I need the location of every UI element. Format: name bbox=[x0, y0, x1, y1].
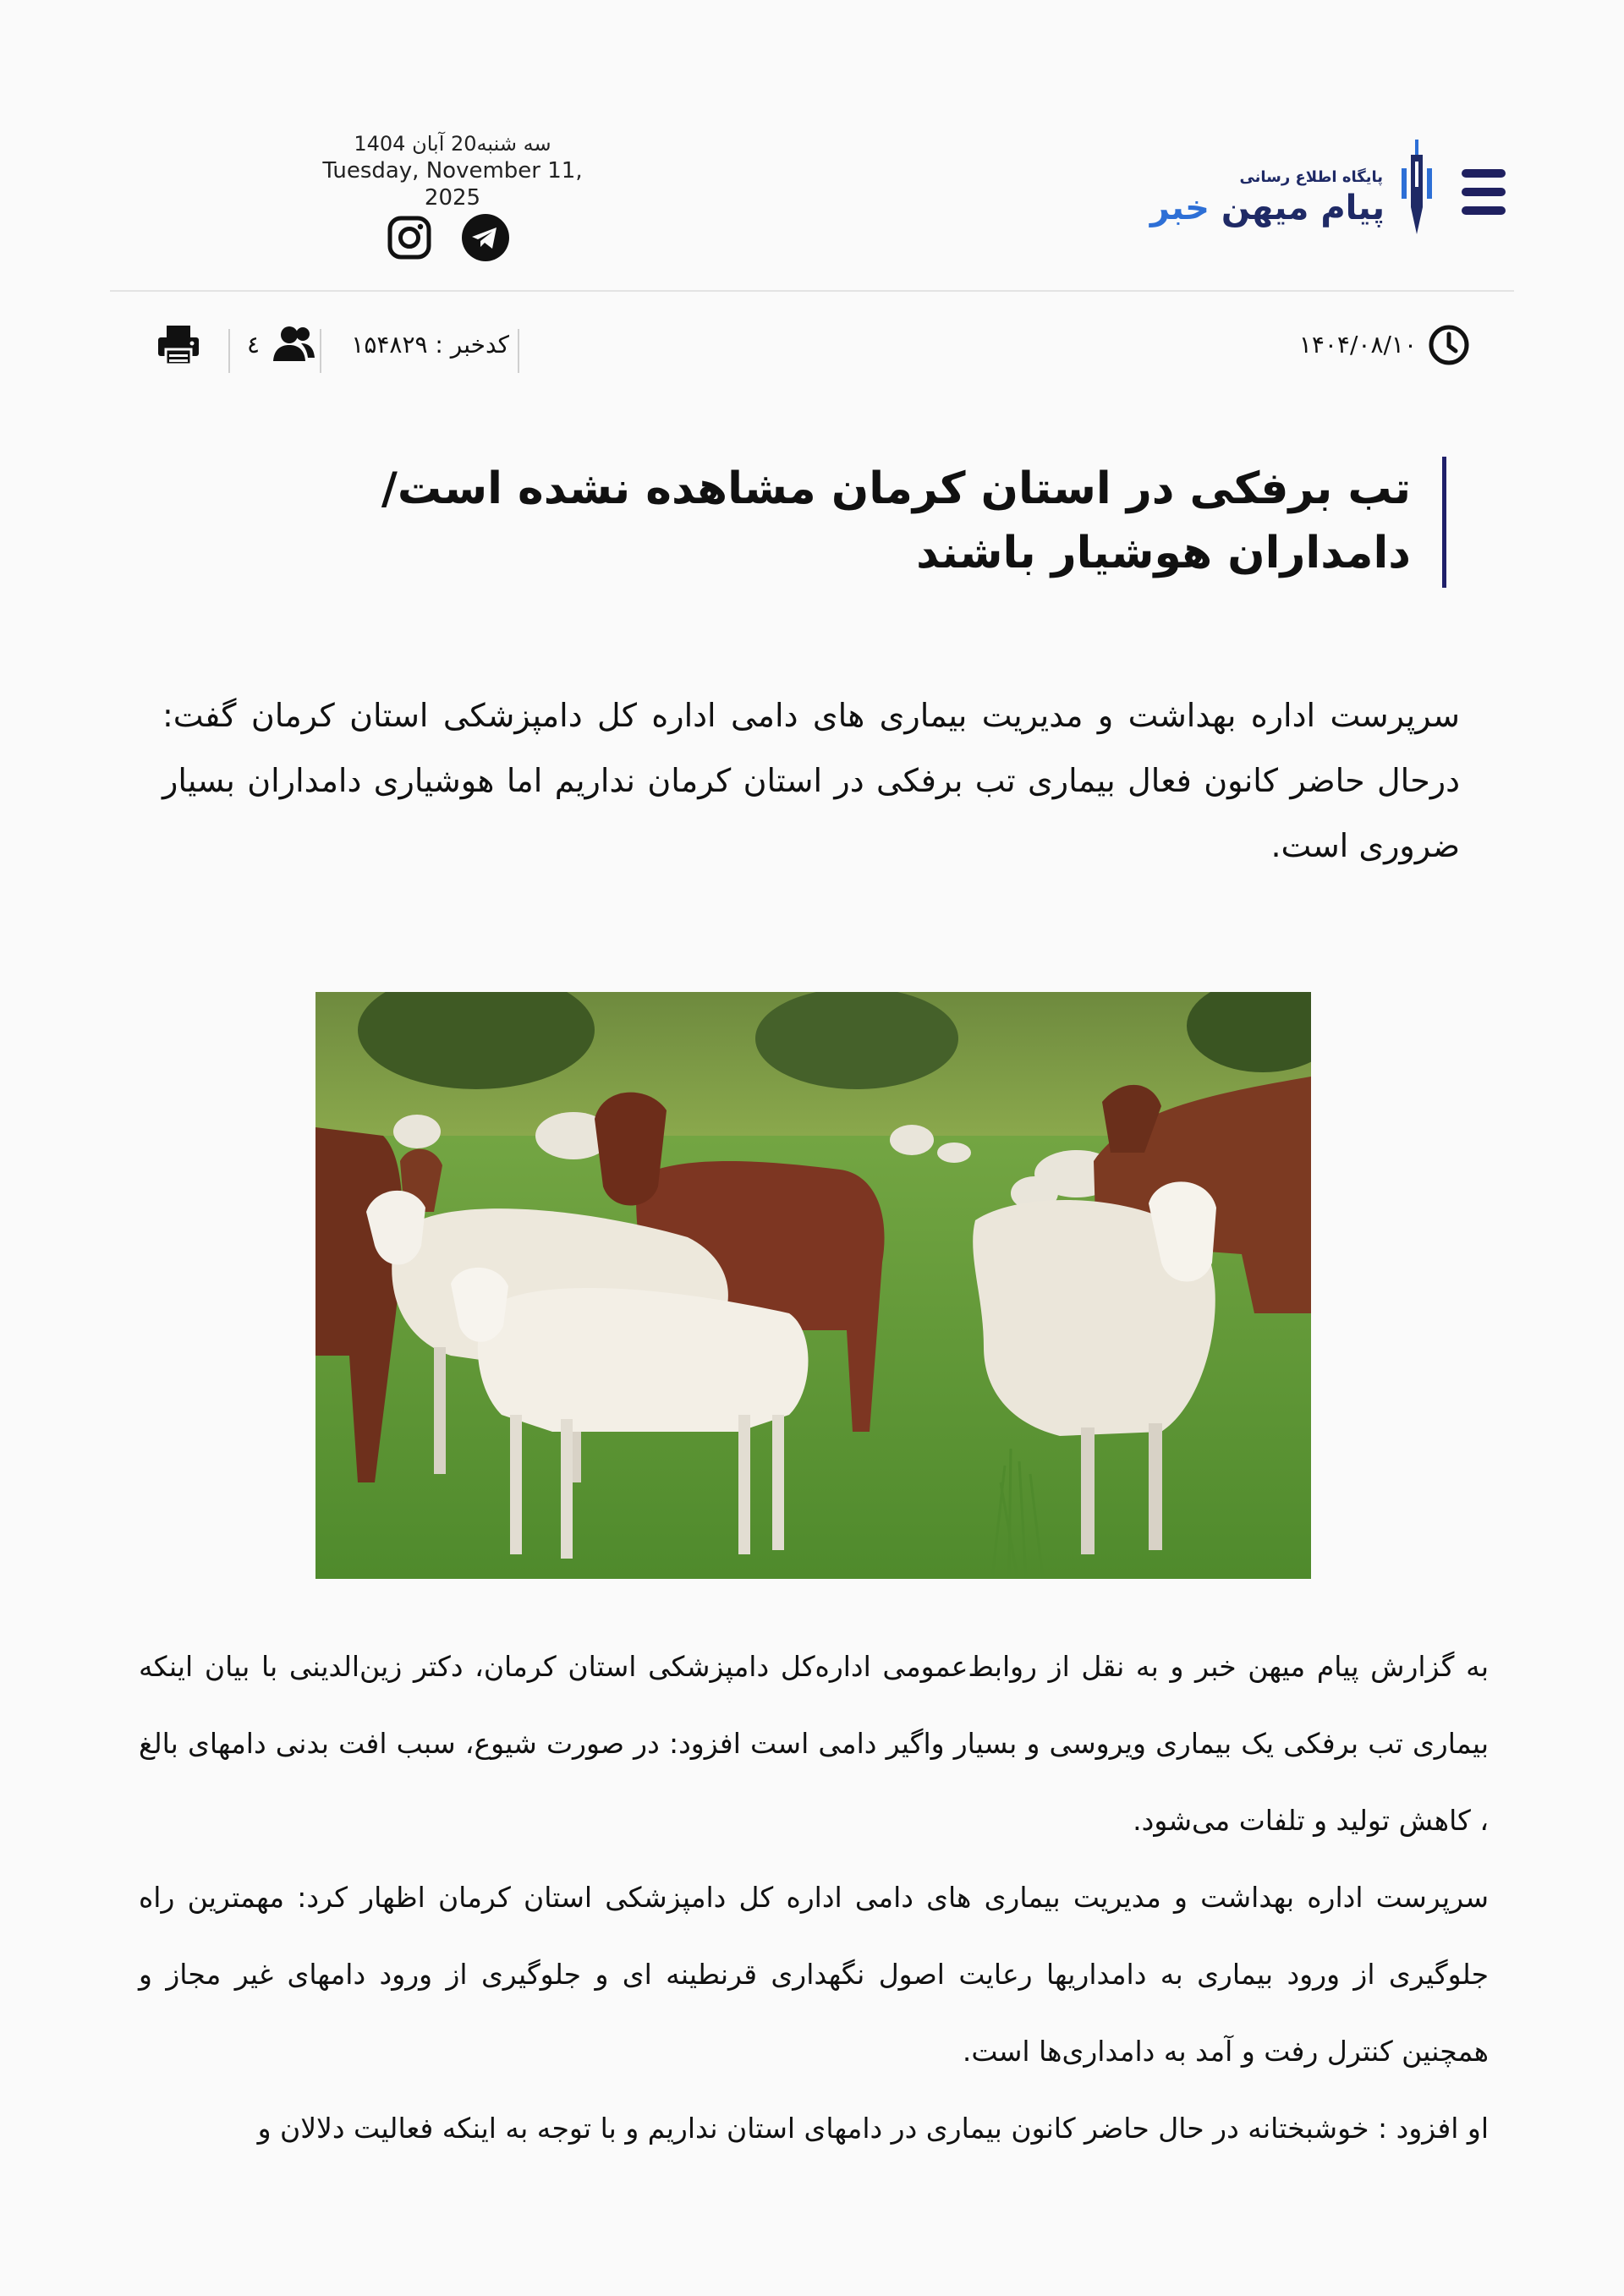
body-paragraph: به گزارش پیام میهن خبر و به نقل از روابط‌عمومی اداره‌کل دامپزشکی استان کرمان، دکتر زین‌الدینی با بیان اینکه بیماری تب برفکی یک بیماری ویروسی و بسیار واگیر دامی است افزود: در صورت شیوع، سبب افت بدنی دامهای بالغ ، کاهش تولید و تلفات می‌شود. bbox=[139, 1650, 1489, 1837]
hamburger-menu-icon[interactable] bbox=[1462, 169, 1506, 215]
site-header bbox=[110, 118, 1514, 292]
body-paragraph: سرپرست اداره بهداشت و مدیریت بیماری های دامی اداره کل دامپزشکی استان کرمان اظهار کرد: مهمترین راه جلوگیری از ورود بیماری به دامداریها رعایت اصول نگهداری قرنطینه ای و جلوگیری از ورود دامهای غیر مجاز و همچنین کنترل رفت و آمد به دامداری‌ها است. bbox=[139, 1881, 1489, 2068]
header-date bbox=[296, 130, 609, 211]
title-accent-bar bbox=[1442, 457, 1446, 588]
logo-pen-icon bbox=[1400, 140, 1434, 237]
meta-separator bbox=[320, 329, 321, 373]
logo-name bbox=[1150, 189, 1385, 227]
news-code: کدخبر : ۱۵۴۸۲۹ bbox=[351, 331, 509, 359]
article-body bbox=[139, 1628, 1489, 2167]
visit-count bbox=[237, 326, 313, 368]
date-gregorian: Tuesday, November 11, 2025 bbox=[322, 158, 583, 211]
clock-icon bbox=[1428, 324, 1470, 366]
sheep-cattle-pasture-image bbox=[315, 992, 1311, 1579]
header-divider bbox=[110, 290, 1514, 292]
instagram-icon[interactable] bbox=[385, 213, 434, 262]
article-title-block bbox=[228, 457, 1446, 588]
date-persian: سه شنبه20 آبان 1404 bbox=[354, 132, 551, 156]
publish-date: ۱۴۰۴/۰۸/۱۰ bbox=[1298, 331, 1417, 359]
logo-name-accent: خبر bbox=[1149, 189, 1210, 227]
users-icon bbox=[271, 326, 316, 363]
visit-count-value: ٤ bbox=[247, 331, 261, 359]
article-lead: سرپرست اداره بهداشت و مدیریت بیماری های دامی اداره کل دامپزشکی استان کرمان گفت: درحال حاضر کانون فعال بیماری تب برفکی در استان کرمان نداریم اما هوشیاری دامداران بسیار ضروری است. bbox=[162, 697, 1460, 864]
print-icon[interactable] bbox=[156, 324, 200, 366]
logo-name-main: پیام میهن bbox=[1221, 189, 1385, 227]
logo-tagline: پایگاه اطلاع رسانی bbox=[1239, 168, 1383, 186]
meta-separator bbox=[518, 329, 519, 373]
body-paragraph: او افزود : خوشبختانه در حال حاضر کانون بیماری در دامهای استان نداریم و با توجه به اینکه فعالیت دلالان و bbox=[257, 2112, 1489, 2145]
article-image bbox=[315, 992, 1311, 1579]
article-meta-bar bbox=[110, 317, 1514, 376]
social-links bbox=[385, 213, 529, 267]
telegram-icon[interactable] bbox=[461, 213, 510, 262]
site-logo[interactable] bbox=[1146, 140, 1434, 237]
meta-separator bbox=[228, 329, 230, 373]
article-title: تب برفکی در استان کرمان مشاهده نشده است/ دامداران هوشیار باشند bbox=[381, 463, 1411, 578]
